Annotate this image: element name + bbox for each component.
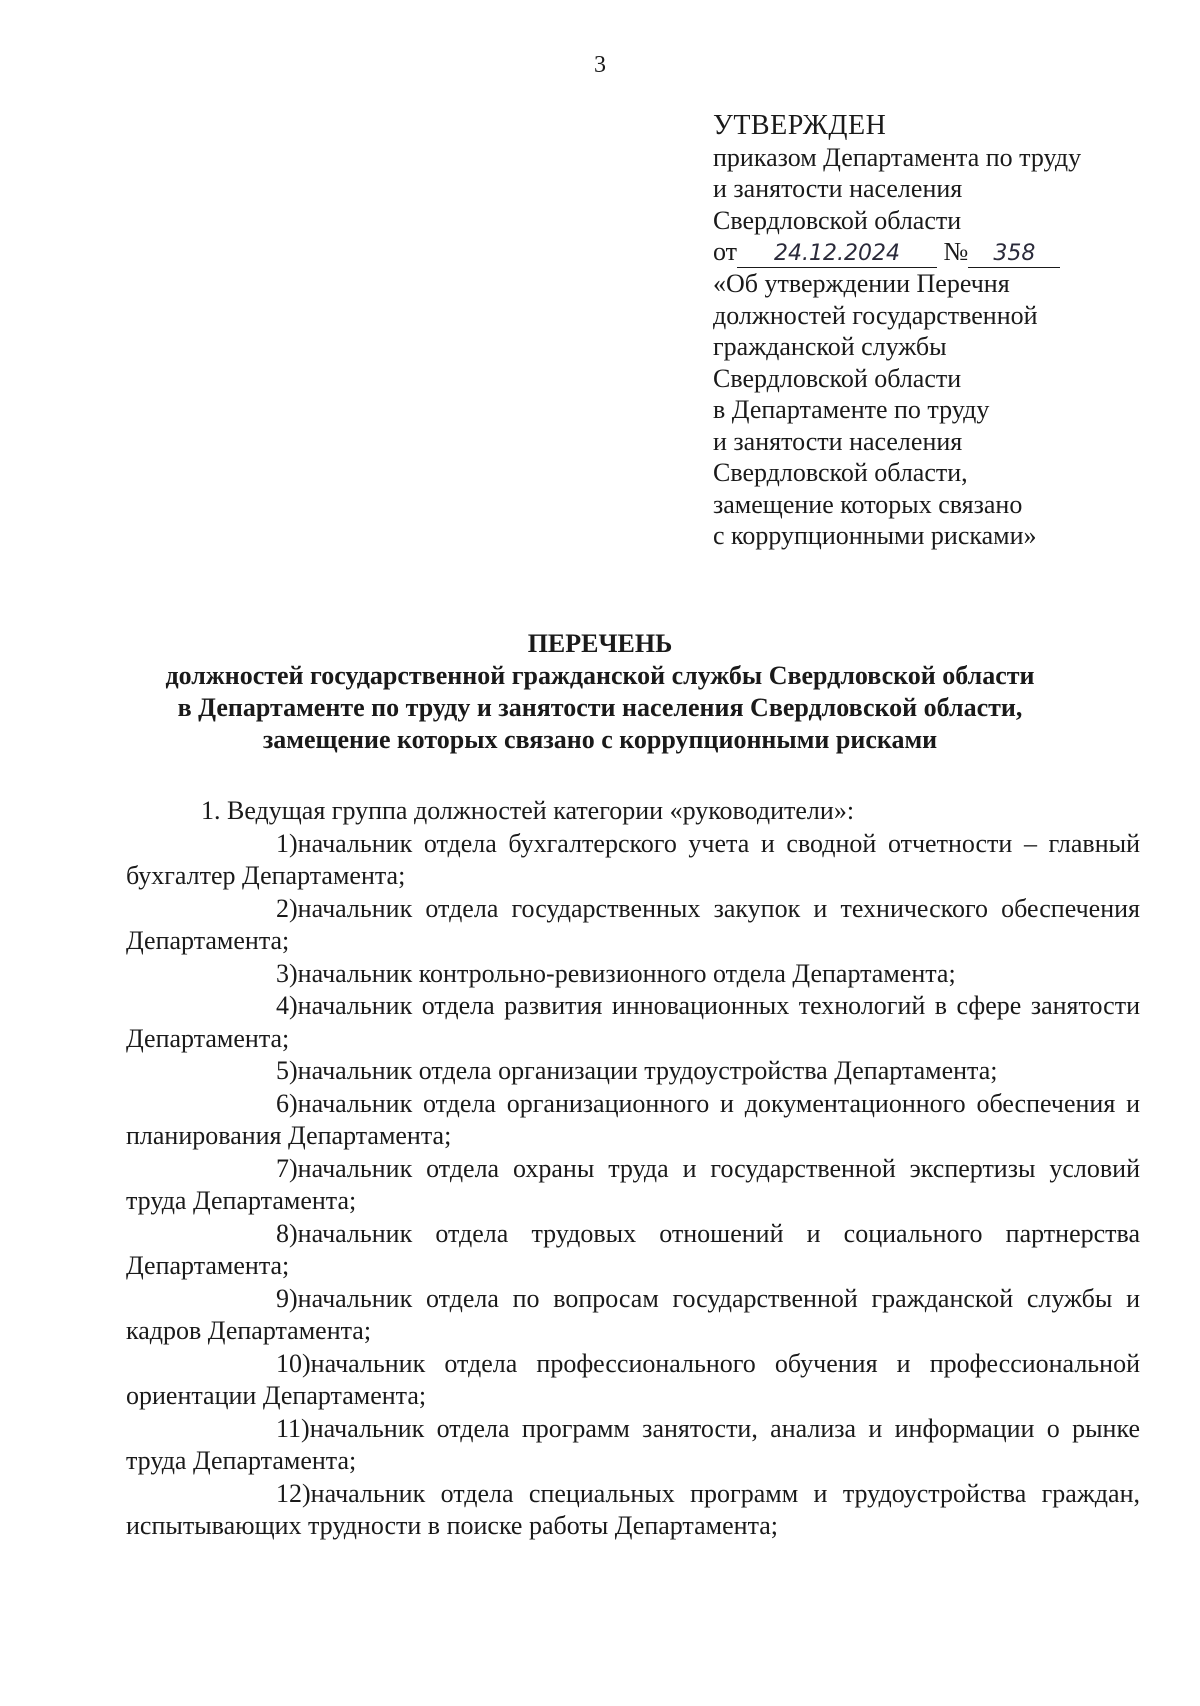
approval-line: приказом Департамента по труду: [713, 142, 1082, 172]
order-date-handwritten: 24.12.2024: [737, 241, 937, 268]
title-heading: ПЕРЕЧЕНЬ: [527, 629, 673, 658]
list-item: [126, 1478, 1140, 1543]
order-number-handwritten: 358: [968, 241, 1060, 268]
list-item: [126, 893, 1140, 958]
date-prefix: от: [713, 237, 738, 266]
order-date-number-row: [713, 236, 1153, 268]
list-item-text: начальник контрольно-ревизионного отдела Департамента;: [297, 958, 956, 988]
list-item-number: 10): [276, 1348, 311, 1378]
list-item-text: начальник отдела трудовых отношений и социального партнерства Департамента;: [126, 1218, 1140, 1280]
list-item-text: начальник отдела организационного и документационного обеспечения и планирования Департамента;: [126, 1088, 1140, 1150]
list-item-number: 1): [276, 828, 298, 858]
approval-stamp: УТВЕРЖДЕН: [713, 110, 887, 141]
title-line: замещение которых связано с коррупционными рисками: [262, 725, 938, 754]
list-item: [126, 1055, 1140, 1088]
list-item-number: 8): [276, 1218, 298, 1248]
list-item-text: начальник отдела специальных программ и трудоустройства граждан, испытывающих трудности в поиске работы Департамента;: [126, 1478, 1140, 1540]
list-item-text: начальник отдела программ занятости, анализа и информации о рынке труда Департамента;: [126, 1413, 1140, 1475]
list-item-text: начальник отдела профессионального обучения и профессиональной ориентации Департамента;: [126, 1348, 1140, 1410]
page-number: 3: [594, 52, 606, 78]
subject-line: должностей государственной: [713, 300, 1038, 330]
subject-line: в Департаменте по труду: [713, 395, 990, 424]
list-item-text: начальник отдела охраны труда и государственной экспертизы условий труда Департамента;: [126, 1153, 1140, 1215]
list-item-text: начальник отдела по вопросам государственной гражданской службы и кадров Департамента;: [126, 1283, 1140, 1345]
list-item: [126, 1218, 1140, 1283]
list-item-text: начальник отдела бухгалтерского учета и сводной отчетности – главный бухгалтер Департамента;: [126, 828, 1140, 890]
list-item-number: 12): [276, 1478, 311, 1508]
subject-line: Свердловской области,: [713, 458, 968, 487]
list-item-number: 7): [276, 1153, 298, 1183]
section-heading: 1. Ведущая группа должностей категории «руководители»:: [201, 796, 855, 825]
list-item-number: 6): [276, 1088, 298, 1118]
list-item: [126, 958, 1140, 991]
subject-line: «Об утверждении Перечня: [713, 269, 1010, 298]
title-line: в Департаменте по труду и занятости населения Свердловской области,: [177, 693, 1023, 722]
list-item-number: 3): [276, 958, 298, 988]
subject-line: гражданской службы: [713, 332, 947, 361]
list-item-text: начальник отдела организации трудоустройства Департамента;: [297, 1056, 998, 1085]
positions-list: [126, 795, 1140, 1543]
list-item: [126, 990, 1140, 1055]
list-item-number: 2): [276, 893, 298, 923]
subject-line: и занятости населения: [713, 426, 963, 456]
title-line: должностей государственной гражданской службы Свердловской области: [165, 661, 1035, 690]
document-title: [100, 628, 1100, 756]
subject-line: замещение которых связано: [713, 489, 1023, 519]
number-prefix: №: [943, 237, 969, 266]
list-item-text: начальник отдела развития инновационных технологий в сфере занятости Департамента;: [126, 991, 1140, 1053]
subject-line: Свердловской области: [713, 363, 962, 393]
list-item: [126, 1283, 1140, 1348]
list-item: [126, 828, 1140, 893]
list-item-text: начальник отдела государственных закупок и технического обеспечения Департамента;: [126, 893, 1140, 955]
list-item-number: 9): [276, 1283, 298, 1313]
list-item: [126, 1153, 1140, 1218]
positions-items: [126, 828, 1140, 1543]
list-item-number: 11): [276, 1413, 310, 1443]
approval-line: Свердловской области: [713, 205, 962, 235]
approval-block: [713, 110, 1153, 552]
list-item: [126, 1088, 1140, 1153]
approval-line: и занятости населения: [713, 174, 963, 203]
list-item: [126, 1413, 1140, 1478]
list-item-number: 5): [276, 1056, 298, 1085]
list-item-number: 4): [276, 991, 298, 1020]
list-item: [126, 1348, 1140, 1413]
subject-line: с коррупционными рисками»: [713, 521, 1037, 550]
